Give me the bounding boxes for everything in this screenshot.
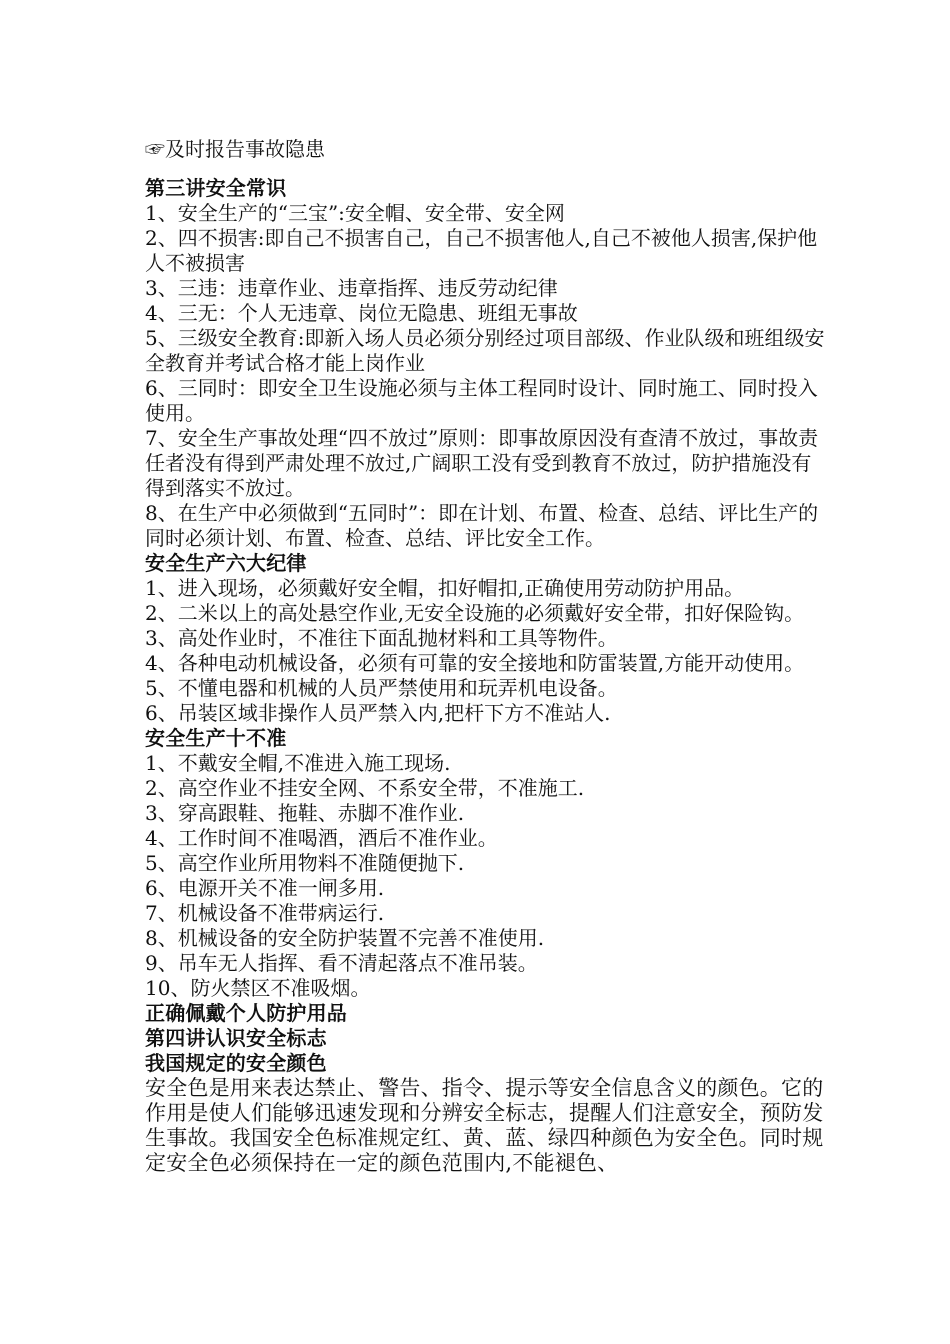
list-item: 6、三同时：即安全卫生设施必须与主体工程同时设计、同时施工、同时投入使用。 (145, 376, 818, 425)
list-item: 2、高空作业不挂安全网、不系安全带，不准施工. (145, 776, 585, 800)
heading-safety-colors: 我国规定的安全颜色 (145, 1051, 327, 1075)
list-item: 10、防火禁区不准吸烟。 (145, 976, 371, 1000)
list-item: 2、二米以上的高处悬空作业,无安全设施的必须戴好安全带，扣好保险钩。 (145, 601, 805, 625)
list-item: 3、三违：违章作业、违章指挥、违反劳动纪律 (145, 276, 558, 300)
list-item: 8、在生产中必须做到“五同时”：即在计划、布置、检查、总结、评比生产的同时必须计划、布置、检查、总结、评比安全工作。 (145, 501, 819, 550)
list-item: 4、工作时间不准喝酒，酒后不准作业。 (145, 826, 498, 850)
section-heading: 第三讲安全常识 (145, 176, 287, 200)
list-item: 4、三无：个人无违章、岗位无隐患、班组无事故 (145, 301, 578, 325)
list-item: 7、机械设备不准带病运行. (145, 901, 385, 925)
list-item: 3、高处作业时，不准往下面乱抛材料和工具等物件。 (145, 626, 618, 650)
list-item: 5、三级安全教育:即新入场人员必须分别经过项目部级、作业队级和班组级安全教育并考试合格才能上岗作业 (145, 326, 825, 375)
section-heading: 安全生产十不准 (145, 726, 287, 750)
list-item: 6、吊装区域非操作人员严禁入内,把杆下方不准站人. (145, 701, 611, 725)
list-item: 1、安全生产的“三宝”:安全帽、安全带、安全网 (145, 201, 565, 225)
list-item: 7、安全生产事故处理“四不放过”原则：即事故原因没有查清不放过，事故责任者没有得到严肃处理不放过,广阔职工没有受到教育不放过，防护措施没有得到落实不放过。 (145, 426, 819, 500)
list-item: 5、高空作业所用物料不准随便抛下. (145, 851, 465, 875)
list-item: 3、穿高跟鞋、拖鞋、赤脚不准作业. (145, 801, 465, 825)
heading-protective-equipment: 正确佩戴个人防护用品 (145, 1001, 347, 1025)
safety-color-paragraph: 安全色是用来表达禁止、警告、指令、提示等安全信息含义的颜色。它的作用是使人们能够迅速发现和分辨安全标志，提醒人们注意安全，预防发生事故。我国安全色标准规定红、黄、蓝、绿四种颜色为安全色。同时规定安全色必须保持在一定的颜色范围内,不能褪色、 (145, 1076, 824, 1175)
section-six-disciplines (145, 551, 825, 726)
list-item: 4、各种电动机械设备，必须有可靠的安全接地和防雷装置,方能开动使用。 (145, 651, 805, 675)
list-item: 8、机械设备的安全防护装置不完善不准使用. (145, 926, 545, 950)
list-item: 1、进入现场，必须戴好安全帽，扣好帽扣,正确使用劳动防护用品。 (145, 576, 745, 600)
heading-lecture-four: 第四讲认识安全标志 (145, 1026, 327, 1050)
section-ten-prohibitions (145, 726, 825, 1001)
list-item: 2、四不损害:即自己不损害自己，自己不损害他人,自己不被他人损害,保护他人不被损害 (145, 226, 818, 275)
top-note: ☞及时报告事故隐患 (145, 137, 325, 161)
list-item: 9、吊车无人指挥、看不清起落点不准吊装。 (145, 951, 538, 975)
list-item: 1、不戴安全帽,不准进入施工现场. (145, 751, 451, 775)
list-item: 5、不懂电器和机械的人员严禁使用和玩弄机电设备。 (145, 676, 618, 700)
list-item: 6、电源开关不准一闸多用. (145, 876, 385, 900)
section-heading: 安全生产六大纪律 (145, 551, 307, 575)
document-content (145, 134, 825, 1176)
section-safety-knowledge (145, 176, 825, 551)
